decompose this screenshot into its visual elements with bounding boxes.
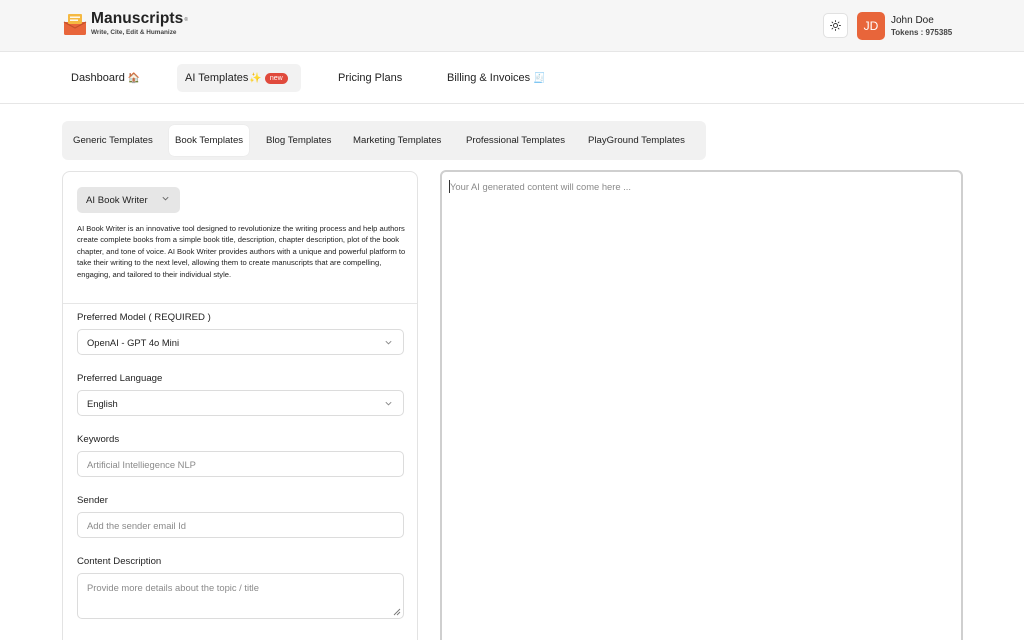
tab-blog-templates[interactable]: Blog Templates (266, 135, 332, 146)
nav-ai-templates[interactable] (177, 64, 301, 92)
avatar[interactable]: JD (857, 12, 885, 40)
model-label: Preferred Model ( REQUIRED ) (77, 312, 211, 323)
sender-input[interactable]: Add the sender email Id (77, 512, 404, 538)
tab-playground-templates[interactable]: PlayGround Templates (588, 135, 685, 146)
keywords-input[interactable]: Artificial Intelliegence NLP (77, 451, 404, 477)
app-tagline: Write, Cite, Edit & Humanize (91, 29, 177, 36)
nav-label: AI Templates (185, 72, 249, 84)
content-description-label: Content Description (77, 556, 162, 567)
sun-icon (830, 20, 841, 31)
tab-book-templates[interactable]: Book Templates (169, 125, 249, 156)
model-select[interactable] (77, 329, 404, 355)
tab-professional-templates[interactable]: Professional Templates (466, 135, 566, 146)
language-select-value: English (87, 397, 118, 409)
template-tabs (62, 121, 706, 160)
main-nav (0, 52, 1024, 104)
resize-grip-icon[interactable] (393, 608, 401, 616)
new-badge: new (265, 73, 288, 84)
content-description-placeholder: Provide more details about the topic / title (87, 582, 259, 593)
sender-label: Sender (77, 495, 108, 506)
nav-label: Billing & Invoices (447, 72, 531, 84)
model-select-value: OpenAI - GPT 4o Mini (87, 336, 180, 348)
content-description-textarea[interactable] (77, 573, 404, 619)
book-logo-icon (62, 11, 88, 37)
language-label: Preferred Language (77, 373, 163, 384)
nav-label: Pricing Plans (338, 72, 403, 84)
divider (63, 303, 418, 304)
nav-dashboard[interactable] (63, 64, 148, 92)
nav-label: Dashboard (71, 72, 125, 84)
nav-pricing-plans[interactable] (330, 64, 410, 92)
nav-billing-invoices[interactable] (439, 64, 554, 92)
logo[interactable] (62, 10, 188, 37)
app-mark: ® (184, 17, 189, 23)
top-header (0, 0, 1024, 52)
chevron-down-icon (384, 338, 393, 347)
keywords-label: Keywords (77, 434, 120, 445)
theme-toggle-button[interactable] (823, 13, 848, 38)
house-icon: 🏠 (127, 72, 141, 84)
app-name: Manuscripts® (91, 10, 189, 27)
chevron-down-icon (161, 194, 170, 203)
user-name: John Doe (891, 15, 934, 26)
tab-generic-templates[interactable]: Generic Templates (73, 135, 153, 146)
output-placeholder: Your AI generated content will come here ... (450, 181, 632, 192)
template-form-panel (62, 171, 418, 640)
user-info[interactable] (891, 14, 952, 39)
output-textarea[interactable] (440, 170, 963, 640)
language-select[interactable] (77, 390, 404, 416)
sparkles-icon: ✨ (249, 72, 262, 84)
tab-marketing-templates[interactable]: Marketing Templates (353, 135, 442, 146)
template-description: AI Book Writer is an innovative tool designed to revolutionize the writing process and help authors create complete books from a simple book title, description, chapter description, plot of the book chapter, and tone of voice. AI Book Writer provides authors with a unique and powerful platform to take their writing to the next level, allowing them to create manuscripts that are compelling, engaging, and tailored to their individual style. (77, 224, 406, 279)
receipt-icon: 🧾 (533, 72, 546, 84)
template-select[interactable] (77, 187, 180, 213)
token-count: Tokens : 975385 (891, 28, 953, 37)
chevron-down-icon (384, 399, 393, 408)
template-select-value: AI Book Writer (86, 194, 148, 206)
